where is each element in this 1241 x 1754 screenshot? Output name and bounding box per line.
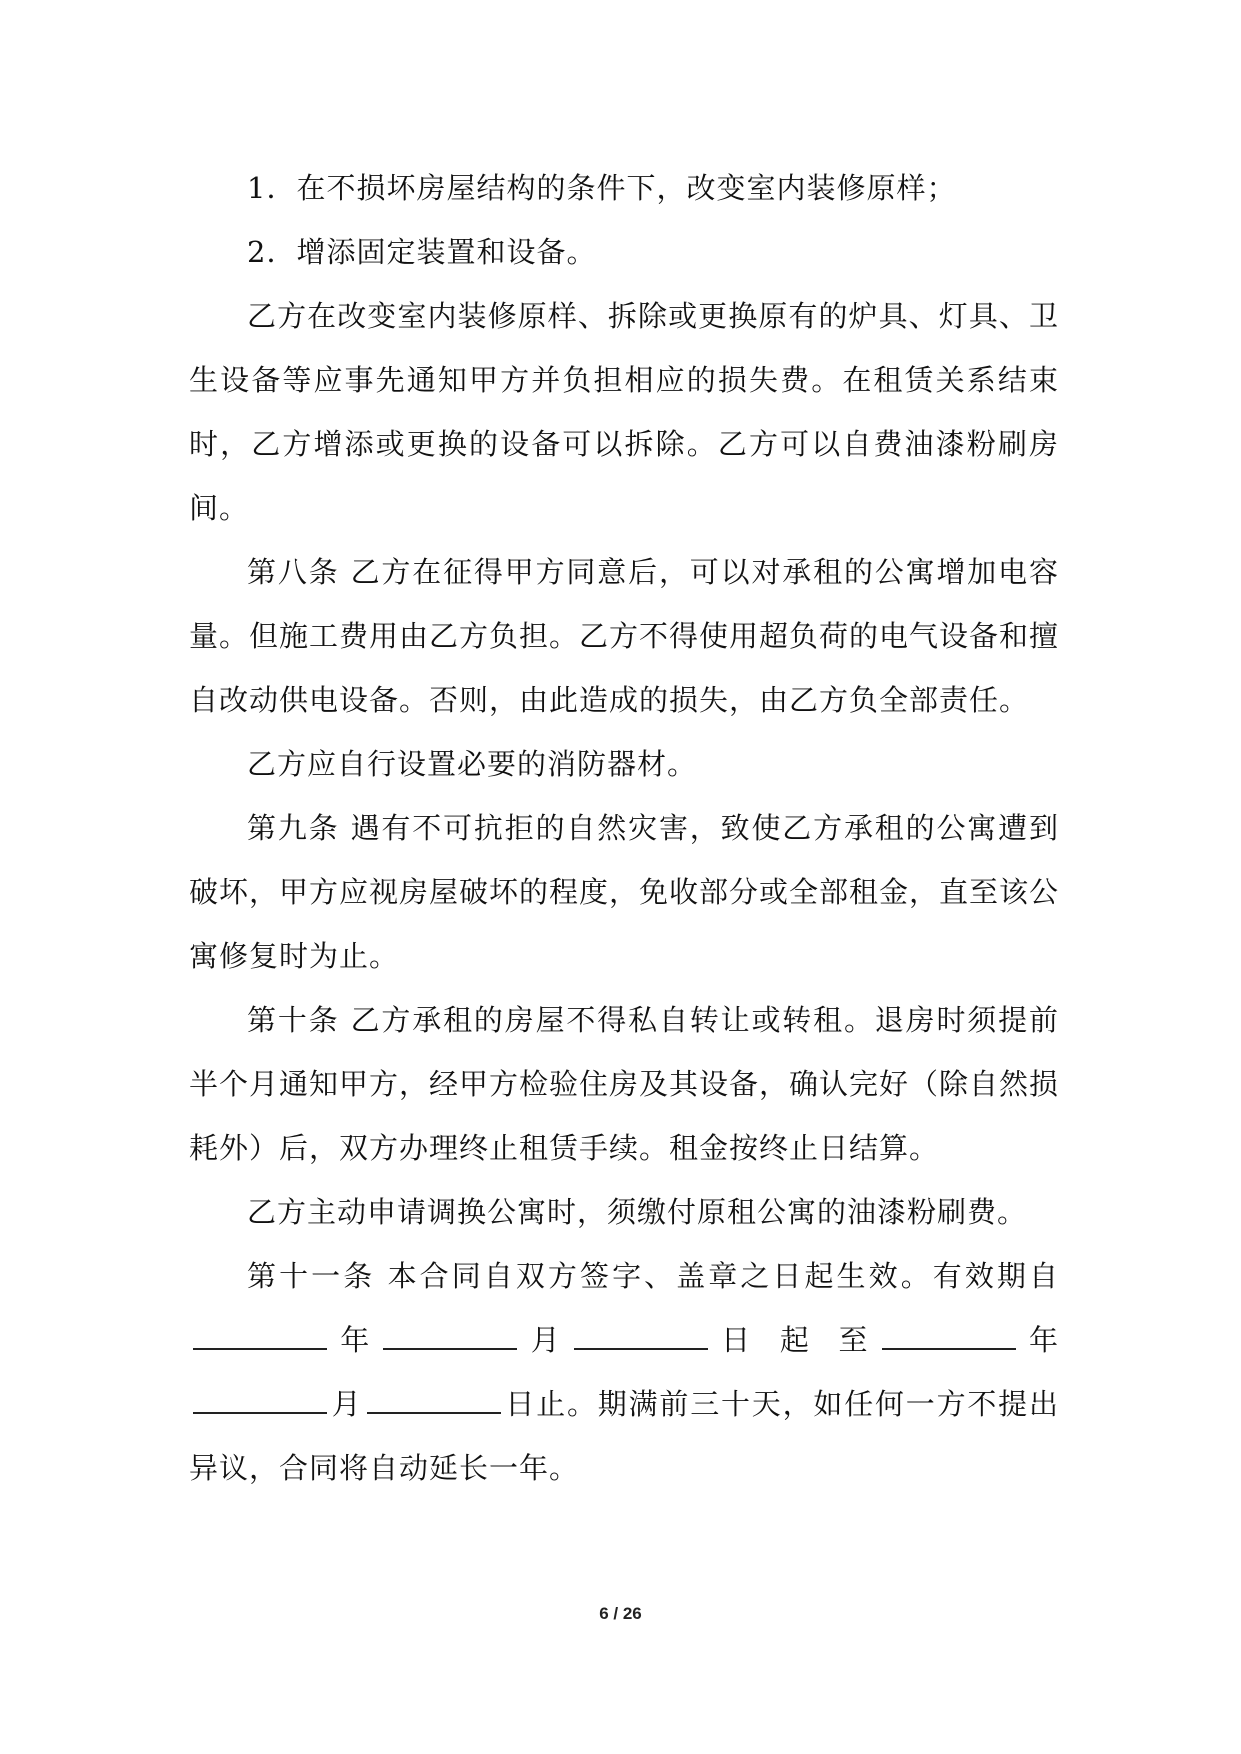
paragraph-alterations: 乙方在改变室内装修原样、拆除或更换原有的炉具、灯具、卫生设备等应事先通知甲方并负担相应的损失费。在租赁关系结束时，乙方增添或更换的设备可以拆除。乙方可以自费油漆粉刷房间。 xyxy=(189,299,1059,525)
blank-day-start xyxy=(574,1326,708,1350)
blank-month-end xyxy=(193,1390,327,1414)
paragraph-article-9: 第九条 遇有不可抗拒的自然灾害，致使乙方承租的公寓遭到破坏，甲方应视房屋破坏的程度，免收部分或全部租金，直至该公寓修复时为止。 xyxy=(189,811,1060,973)
paragraph-item-2: 2．增添固定装置和设备。 xyxy=(247,235,597,269)
paragraph-article-10: 第十条 乙方承租的房屋不得私自转让或转租。退房时须提前半个月通知甲方，经甲方检验住房及其设备，确认完好（除自然损耗外）后，双方办理终止租赁手续。租金按终止日结算。 xyxy=(189,1003,1060,1165)
label-day-start: 日 起 至 xyxy=(711,1323,878,1357)
paragraph-fire-equipment: 乙方应自行设置必要的消防器材。 xyxy=(247,747,698,781)
label-month-start: 月 xyxy=(521,1323,570,1357)
paragraph-article-8: 第八条 乙方在征得甲方同意后，可以对承租的公寓增加电容量。但施工费用由乙方负担。乙方不得使用超负荷的电气设备和擅自改动供电设备。否则，由此造成的损失，由乙方负全部责任。 xyxy=(189,555,1060,717)
label-year-end: 年 xyxy=(1019,1323,1059,1357)
blank-year-start xyxy=(193,1326,327,1350)
article-11-ending: 日止。期满前三十天，如任何一方不提出异议，合同将自动延长一年。 xyxy=(189,1387,1059,1485)
paragraph-item-1: 1．在不损坏房屋结构的条件下，改变室内装修原样； xyxy=(247,171,957,205)
blank-month-start xyxy=(383,1326,517,1350)
blank-year-end xyxy=(882,1326,1016,1350)
blank-day-end xyxy=(367,1390,501,1414)
page-number: 6 / 26 xyxy=(599,1604,642,1623)
document-body xyxy=(189,156,1059,1500)
label-month-end: 月 xyxy=(331,1387,363,1421)
paragraph-apartment-exchange: 乙方主动申请调换公寓时，须缴付原租公寓的油漆粉刷费。 xyxy=(247,1195,1028,1229)
paragraph-article-11 xyxy=(189,1244,1059,1500)
article-11-intro: 第十一条 本合同自双方签字、盖章之日起生效。有效期自 xyxy=(247,1259,1059,1293)
label-year-start: 年 xyxy=(331,1323,380,1357)
